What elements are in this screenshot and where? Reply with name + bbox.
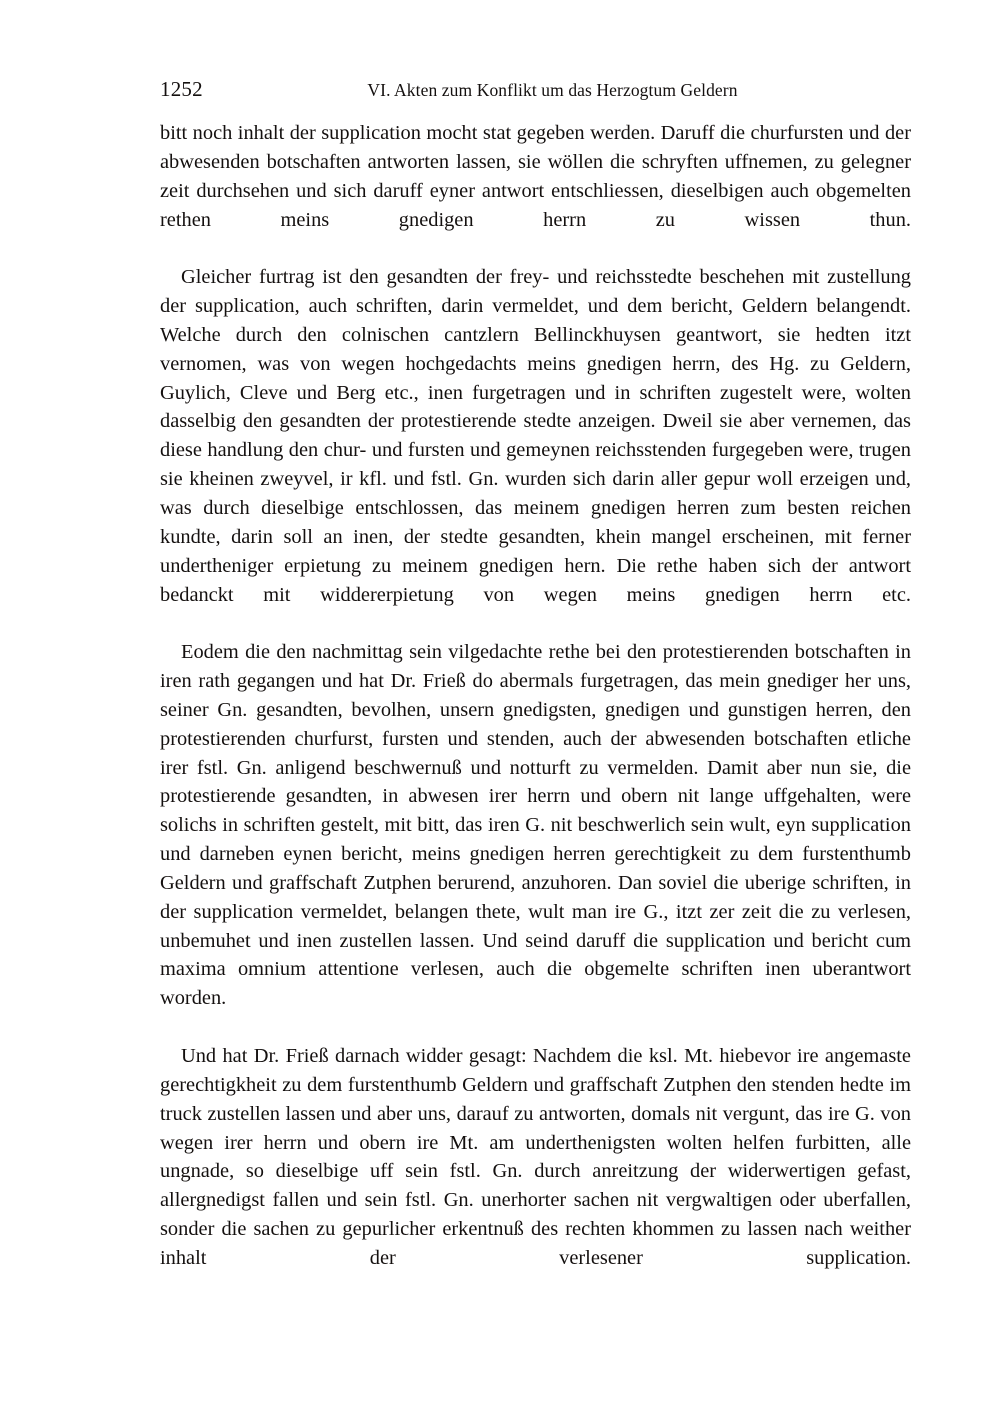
page-number: 1252 <box>160 77 203 101</box>
paragraph-1: bitt noch inhalt der supplication mocht stat gegeben werden. Daruff die churfursten und der abwesenden botschaften antworten lassen, sie wöllen die schryften uffnemen, zu gelegner zeit durchsehen und sich daruff eyner antwort entschliessen, dieselbigen auch obgemelten rethen meins gnedigen herrn zu wissen thun. <box>160 122 911 231</box>
paragraph-4: Und hat Dr. Frieß darnach widder gesagt: Nachdem die ksl. Mt. hiebevor ire angemaste gerechtigkheit zu dem furstenthumb Geldern und graffschaft Zutphen den stenden hedte im truck zustellen lassen und aber uns, darauf zu antworten, domals nit vergunt, das ire G. von wegen irer herrn und obern ire Mt. am underthenigsten wolten helfen furbitten, alle ungnade, so dieselbige uff sein fstl. Gn. durch anreitzung der widerwertigen gefast, allergnedigst fallen und sein fstl. Gn. unerhorter sachen nit vergwaltigen oder uberfallen, sonder die sachen zu gepurlicher erkentnuß des rechten khommen zu lassen nach weither inhalt der verlesener supplication. <box>160 1045 911 1269</box>
paragraph-2: Gleicher furtrag ist den gesandten der frey- und reichsstedte beschehen mit zustellung der supplication, auch schriften, darin vermeldet, und dem bericht, Geldern belangendt. Welche durch den colnischen cantzlern Bellinckhuysen geantwort, sie hedten itzt vernomen, was von wegen hochgedachts meins gnedigen herrn, des Hg. zu Geldern, Guylich, Cleve und Berg etc., inen furgetragen und in schriften zugestelt were, wolten dasselbig den gesandten der protestierende stedte anzeigen. Dweil sie aber vernemen, das diese handlung den chur- und fursten und gemeynen reichsstenden furgegeben were, trugen sie kheinen zweyvel, ir kfl. und fstl. Gn. wurden sich darin aller gepur woll erzeigen und, was durch dieselbige entschlossen, das meinem gnedigen herren zum besten reichen kundte, darin soll an inen, der stedte gesandten, khein mangel erscheinen, mit ferner undertheniger erpietung zu meinem gnedigen hern. Die rethe haben sich der antwort bedanckt mit widdererpietung von wegen meins gnedigen herrn etc. <box>160 266 911 606</box>
paragraph-3: Eodem die den nachmittag sein vilgedachte rethe bei den protestierenden botschaften in iren rath gegangen und hat Dr. Frieß do abermals furgetragen, das mein gnediger her uns, seiner Gn. gesandten, bevolhen, unsern gnedigsten, gnedigen und gunstigen herren, den protestierenden churfurst, fursten und stenden, auch der abwesenden botschaften etliche irer fstl. Gn. anligend beschwernuß und notturft zu vermelden. Damit aber nun sie, die protestierende gesandten, in abwesen irer herrn und obern nit lange uffgehalten, were solichs in schriften gestelt, mit bitt, das iren G. nit beschwerlich sein wult, eyn supplication und darneben eynen bericht, meins gnedigen herren gerechtigkeit zu dem furstenthumb Geldern und graffschaft Zutphen berurend, anzuhoren. Dan soviel die uberige schriften, in der supplication vermeldet, belangen thete, wult man ire G., itzt zer zeit die zu verlesen, unbemuhet und inen zustellen lassen. Und seind daruff die supplication und bericht cum maxima omnium attentione verlesen, auch die obgemelte schriften inen uberantwort worden. <box>160 641 911 1010</box>
running-head-title: VI. Akten zum Konflikt um das Herzogtum Geldern <box>367 80 738 100</box>
body-text-block <box>160 119 911 1302</box>
running-head <box>160 76 911 102</box>
